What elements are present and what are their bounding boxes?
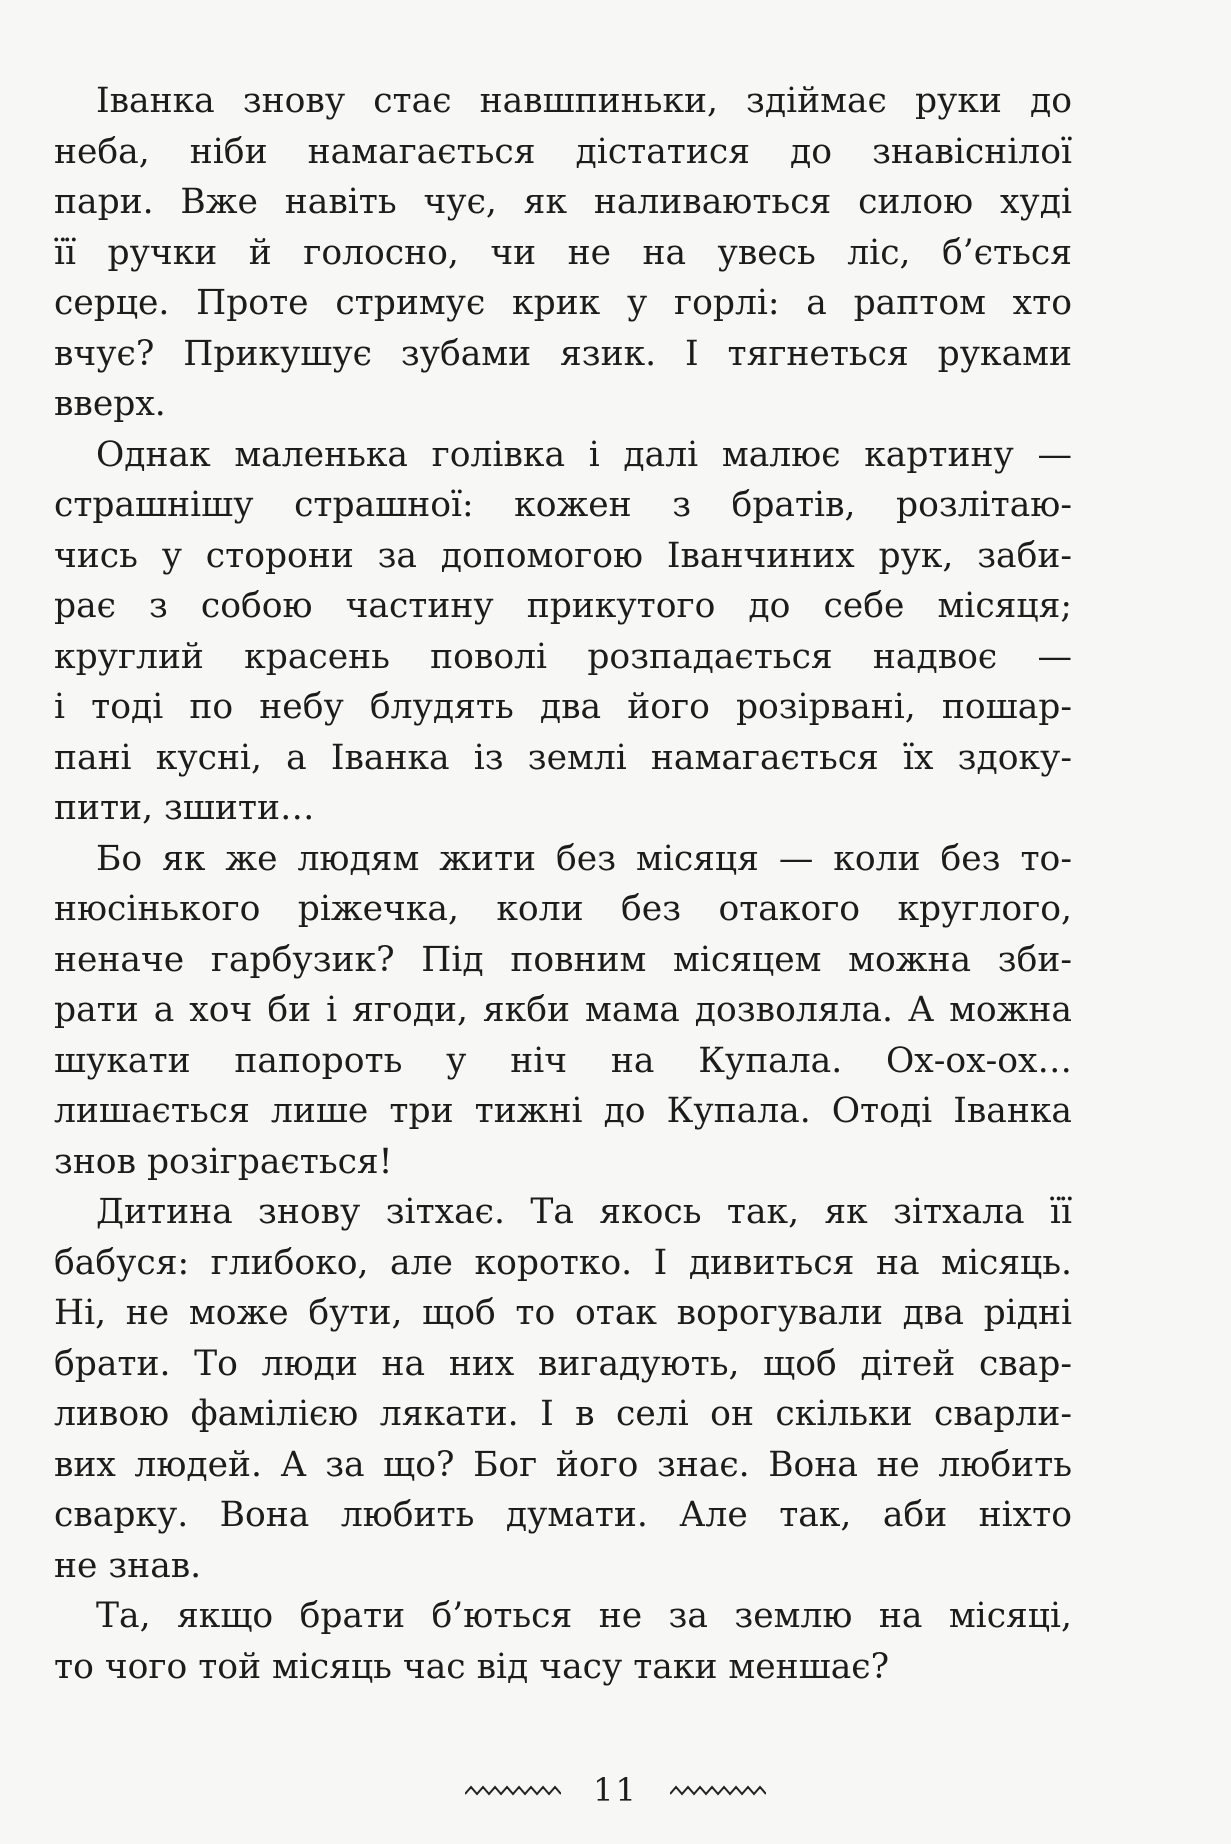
text-line: страшнішу страшної: кожен з братів, розлітаю- xyxy=(54,485,1072,525)
text-line: пані кусні, а Іванка із землі намагається їх здоку- xyxy=(54,737,1072,778)
text-line: ливою фамілією лякати. І в селі он скільки сварли- xyxy=(54,1394,1072,1434)
text-line: пити, зшити… xyxy=(54,788,315,828)
text-line: бабуся: глибоко, але коротко. І дивиться на місяць. xyxy=(54,1242,1072,1283)
text-line: знов розіграється! xyxy=(54,1141,393,1182)
text-line: шукати папороть у ніч на Купала. Ох-ох-ох… xyxy=(54,1040,1072,1081)
text-line: неба, ніби намагається дістатися до знавіснілої xyxy=(54,131,1072,172)
text-line: не знав. xyxy=(54,1545,202,1586)
page-body xyxy=(54,76,1072,1692)
paragraph xyxy=(54,430,1072,834)
page-footer xyxy=(0,1768,1231,1812)
text-line: вчує? Прикушує зубами язик. І тягнеться руками xyxy=(54,333,1072,374)
wavy-line-left-icon xyxy=(465,1783,561,1797)
text-line: рає з собою частину прикутого до себе місяця; xyxy=(54,586,1072,626)
text-line: круглий красень поволі розпадається надвоє — xyxy=(54,636,1072,677)
text-line: чись у сторони за допомогою Іванчиних рук, заби- xyxy=(54,535,1072,576)
text-line: сварку. Вона любить думати. Але так, аби ніхто xyxy=(54,1495,1072,1535)
paragraph xyxy=(54,76,1072,430)
text-line: Однак маленька голівка і далі малює картину — xyxy=(96,434,1072,475)
text-line: Іванка знову стає навшпиньки, здіймає руки до xyxy=(96,81,1072,121)
text-line: рати а хоч би і ягоди, якби мама дозволяла. А можна xyxy=(54,990,1072,1030)
wavy-line-right-icon xyxy=(670,1783,766,1797)
text-line: серце. Проте стримує крик у горлі: а раптом хто xyxy=(54,283,1072,323)
text-line: то чого той місяць час від часу таки меншає? xyxy=(54,1646,890,1687)
text-line: Бо як же людям жити без місяця — коли без то- xyxy=(96,838,1072,879)
paragraph xyxy=(54,834,1072,1188)
text-line: вверх. xyxy=(54,384,166,424)
paragraph xyxy=(54,1591,1072,1692)
text-line: вих людей. А за що? Бог його знає. Вона не любить xyxy=(54,1444,1072,1485)
text-line: лишається лише три тижні до Купала. Отоді Іванка xyxy=(54,1091,1072,1131)
page-number: 11 xyxy=(593,1771,638,1809)
text-line: Дитина знову зітхає. Та якось так, як зітхала її xyxy=(96,1192,1072,1232)
text-line: нюсінького ріжечка, коли без отакого круглого, xyxy=(54,889,1072,929)
text-line: Та, якщо брати б’ються не за землю на місяці, xyxy=(96,1596,1072,1636)
text-line: її ручки й голосно, чи не на увесь ліс, б’ється xyxy=(54,232,1072,273)
text-line: Ні, не може бути, щоб то отак ворогували два рідні xyxy=(54,1293,1072,1333)
paragraph xyxy=(54,1187,1072,1591)
text-line: неначе гарбузик? Під повним місяцем можна зби- xyxy=(54,939,1072,980)
text-line: і тоді по небу блудять два його розірвані, пошар- xyxy=(54,687,1072,727)
text-line: брати. То люди на них вигадують, щоб дітей свар- xyxy=(54,1343,1072,1384)
text-line: пари. Вже навіть чує, як наливаються силою худі xyxy=(54,182,1072,222)
